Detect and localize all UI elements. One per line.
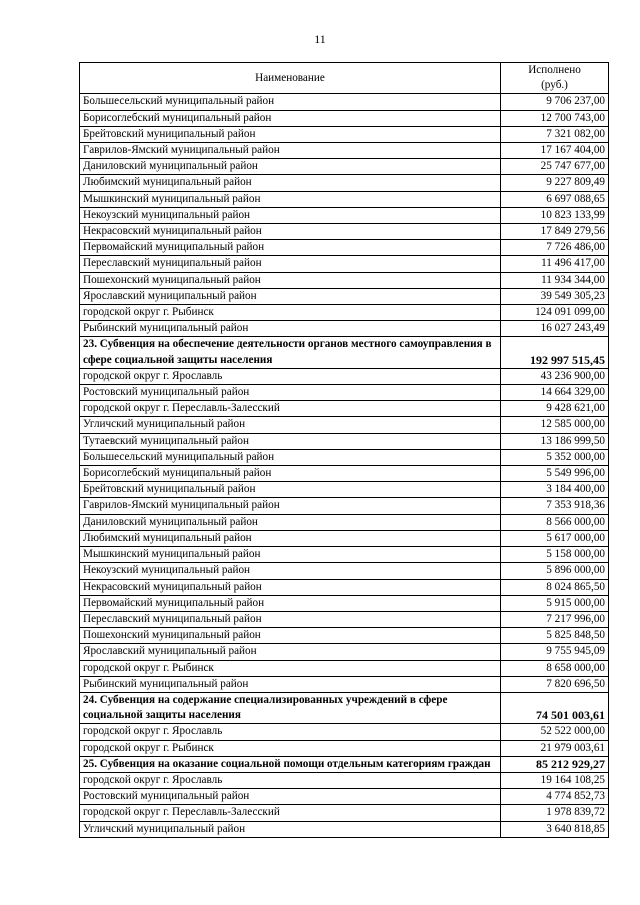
table-row xyxy=(80,401,609,417)
row-name: Некоузский муниципальный район xyxy=(80,563,501,579)
row-amount: 11 496 417,00 xyxy=(501,256,609,272)
table-row xyxy=(80,547,609,563)
section-row xyxy=(80,337,609,368)
table-body xyxy=(80,94,609,837)
row-amount: 5 158 000,00 xyxy=(501,547,609,563)
table-row xyxy=(80,256,609,272)
header-amount-line1: Исполнено xyxy=(528,64,581,76)
row-name: Борисоглебский муниципальный район xyxy=(80,466,501,482)
row-name: Рыбинский муниципальный район xyxy=(80,321,501,337)
table-row xyxy=(80,385,609,401)
row-amount: 124 091 099,00 xyxy=(501,305,609,321)
row-name: Борисоглебский муниципальный район xyxy=(80,110,501,126)
row-amount: 3 184 400,00 xyxy=(501,482,609,498)
row-name: Большесельский муниципальный район xyxy=(80,449,501,465)
row-name: Брейтовский муниципальный район xyxy=(80,126,501,142)
row-amount: 5 617 000,00 xyxy=(501,530,609,546)
row-amount: 6 697 088,65 xyxy=(501,191,609,207)
row-amount: 9 706 237,00 xyxy=(501,94,609,110)
section-amount: 85 212 929,27 xyxy=(501,756,609,772)
row-amount: 11 934 344,00 xyxy=(501,272,609,288)
row-name: Брейтовский муниципальный район xyxy=(80,482,501,498)
row-amount: 12 585 000,00 xyxy=(501,417,609,433)
budget-table xyxy=(79,62,609,838)
row-amount: 3 640 818,85 xyxy=(501,821,609,837)
table-row xyxy=(80,159,609,175)
row-name: Первомайский муниципальный район xyxy=(80,595,501,611)
row-name: городской округ г. Рыбинск xyxy=(80,740,501,756)
row-amount: 1 978 839,72 xyxy=(501,805,609,821)
row-name: Мышкинский муниципальный район xyxy=(80,547,501,563)
row-name: городской округ г. Переславль-Залесский xyxy=(80,805,501,821)
row-amount: 5 915 000,00 xyxy=(501,595,609,611)
table-row xyxy=(80,272,609,288)
table-row xyxy=(80,740,609,756)
table-row xyxy=(80,191,609,207)
row-name: Переславский муниципальный район xyxy=(80,611,501,627)
row-amount: 7 217 996,00 xyxy=(501,611,609,627)
row-name: Гаврилов-Ямский муниципальный район xyxy=(80,498,501,514)
table-row xyxy=(80,530,609,546)
row-name: городской округ г. Переславль-Залесский xyxy=(80,401,501,417)
row-name: Даниловский муниципальный район xyxy=(80,514,501,530)
table-row xyxy=(80,514,609,530)
row-name: Ростовский муниципальный район xyxy=(80,385,501,401)
row-name: городской округ г. Рыбинск xyxy=(80,660,501,676)
row-name: Ярославский муниципальный район xyxy=(80,644,501,660)
table-row xyxy=(80,821,609,837)
table-row xyxy=(80,660,609,676)
row-name: Некрасовский муниципальный район xyxy=(80,579,501,595)
table-row xyxy=(80,498,609,514)
row-name: Большесельский муниципальный район xyxy=(80,94,501,110)
row-amount: 7 353 918,36 xyxy=(501,498,609,514)
row-name: городской округ г. Рыбинск xyxy=(80,305,501,321)
section-amount: 74 501 003,61 xyxy=(501,692,609,723)
row-amount: 9 227 809,49 xyxy=(501,175,609,191)
row-amount: 8 566 000,00 xyxy=(501,514,609,530)
row-amount: 8 658 000,00 xyxy=(501,660,609,676)
header-name: Наименование xyxy=(80,63,501,94)
section-title: 25. Субвенция на оказание социальной помощи отдельным категориям граждан xyxy=(80,756,501,772)
row-amount: 5 825 848,50 xyxy=(501,628,609,644)
row-amount: 39 549 305,23 xyxy=(501,288,609,304)
table-row xyxy=(80,305,609,321)
row-amount: 5 352 000,00 xyxy=(501,449,609,465)
table-row xyxy=(80,240,609,256)
row-name: Некрасовский муниципальный район xyxy=(80,224,501,240)
row-name: Пошехонский муниципальный район xyxy=(80,628,501,644)
row-amount: 7 820 696,50 xyxy=(501,676,609,692)
table-row xyxy=(80,466,609,482)
table-row xyxy=(80,563,609,579)
table-row xyxy=(80,110,609,126)
table-row xyxy=(80,644,609,660)
table-row xyxy=(80,207,609,223)
section-title: 24. Субвенция на содержание специализированных учреждений в сфере социальной защиты населения xyxy=(80,692,501,723)
row-amount: 5 549 996,00 xyxy=(501,466,609,482)
row-name: Тутаевский муниципальный район xyxy=(80,433,501,449)
row-amount: 4 774 852,73 xyxy=(501,789,609,805)
row-name: Гаврилов-Ямский муниципальный район xyxy=(80,143,501,159)
row-amount: 25 747 677,00 xyxy=(501,159,609,175)
row-amount: 7 726 486,00 xyxy=(501,240,609,256)
table-row xyxy=(80,417,609,433)
table-row xyxy=(80,175,609,191)
row-amount: 9 428 621,00 xyxy=(501,401,609,417)
row-name: Ярославский муниципальный район xyxy=(80,288,501,304)
row-name: Любимский муниципальный район xyxy=(80,530,501,546)
row-amount: 17 167 404,00 xyxy=(501,143,609,159)
table-row xyxy=(80,628,609,644)
header-amount-line2: (руб.) xyxy=(541,79,568,92)
table-row xyxy=(80,676,609,692)
row-amount: 9 755 945,09 xyxy=(501,644,609,660)
row-amount: 14 664 329,00 xyxy=(501,385,609,401)
table-row xyxy=(80,611,609,627)
row-amount: 21 979 003,61 xyxy=(501,740,609,756)
table-row xyxy=(80,482,609,498)
table-row xyxy=(80,772,609,788)
row-name: Даниловский муниципальный район xyxy=(80,159,501,175)
table-row xyxy=(80,789,609,805)
row-name: Любимский муниципальный район xyxy=(80,175,501,191)
row-name: Угличский муниципальный район xyxy=(80,417,501,433)
table-row xyxy=(80,288,609,304)
table-row xyxy=(80,805,609,821)
row-name: Некоузский муниципальный район xyxy=(80,207,501,223)
row-name: городской округ г. Ярославль xyxy=(80,724,501,740)
row-name: Первомайский муниципальный район xyxy=(80,240,501,256)
row-name: Угличский муниципальный район xyxy=(80,821,501,837)
row-name: городской округ г. Ярославль xyxy=(80,772,501,788)
table-row xyxy=(80,368,609,384)
row-name: городской округ г. Ярославль xyxy=(80,368,501,384)
table-row xyxy=(80,224,609,240)
table-header-row xyxy=(80,63,609,94)
row-amount: 19 164 108,25 xyxy=(501,772,609,788)
table-row xyxy=(80,321,609,337)
table-row xyxy=(80,143,609,159)
table-row xyxy=(80,449,609,465)
row-name: Пошехонский муниципальный район xyxy=(80,272,501,288)
row-amount: 43 236 900,00 xyxy=(501,368,609,384)
row-amount: 5 896 000,00 xyxy=(501,563,609,579)
row-amount: 8 024 865,50 xyxy=(501,579,609,595)
table-row xyxy=(80,595,609,611)
row-amount: 13 186 999,50 xyxy=(501,433,609,449)
row-name: Ростовский муниципальный район xyxy=(80,789,501,805)
row-name: Мышкинский муниципальный район xyxy=(80,191,501,207)
row-name: Рыбинский муниципальный район xyxy=(80,676,501,692)
section-row xyxy=(80,756,609,772)
row-amount: 16 027 243,49 xyxy=(501,321,609,337)
table-row xyxy=(80,94,609,110)
table-row xyxy=(80,126,609,142)
row-amount: 7 321 082,00 xyxy=(501,126,609,142)
table-row xyxy=(80,433,609,449)
header-amount xyxy=(501,63,609,94)
section-title: 23. Субвенция на обеспечение деятельности органов местного самоуправления в сфере социальной защиты населения xyxy=(80,337,501,368)
row-amount: 17 849 279,56 xyxy=(501,224,609,240)
row-amount: 52 522 000,00 xyxy=(501,724,609,740)
row-amount: 10 823 133,99 xyxy=(501,207,609,223)
section-amount: 192 997 515,45 xyxy=(501,337,609,368)
row-amount: 12 700 743,00 xyxy=(501,110,609,126)
section-row xyxy=(80,692,609,723)
table-row xyxy=(80,724,609,740)
table-row xyxy=(80,579,609,595)
row-name: Переславский муниципальный район xyxy=(80,256,501,272)
page-number: 11 xyxy=(314,32,326,46)
